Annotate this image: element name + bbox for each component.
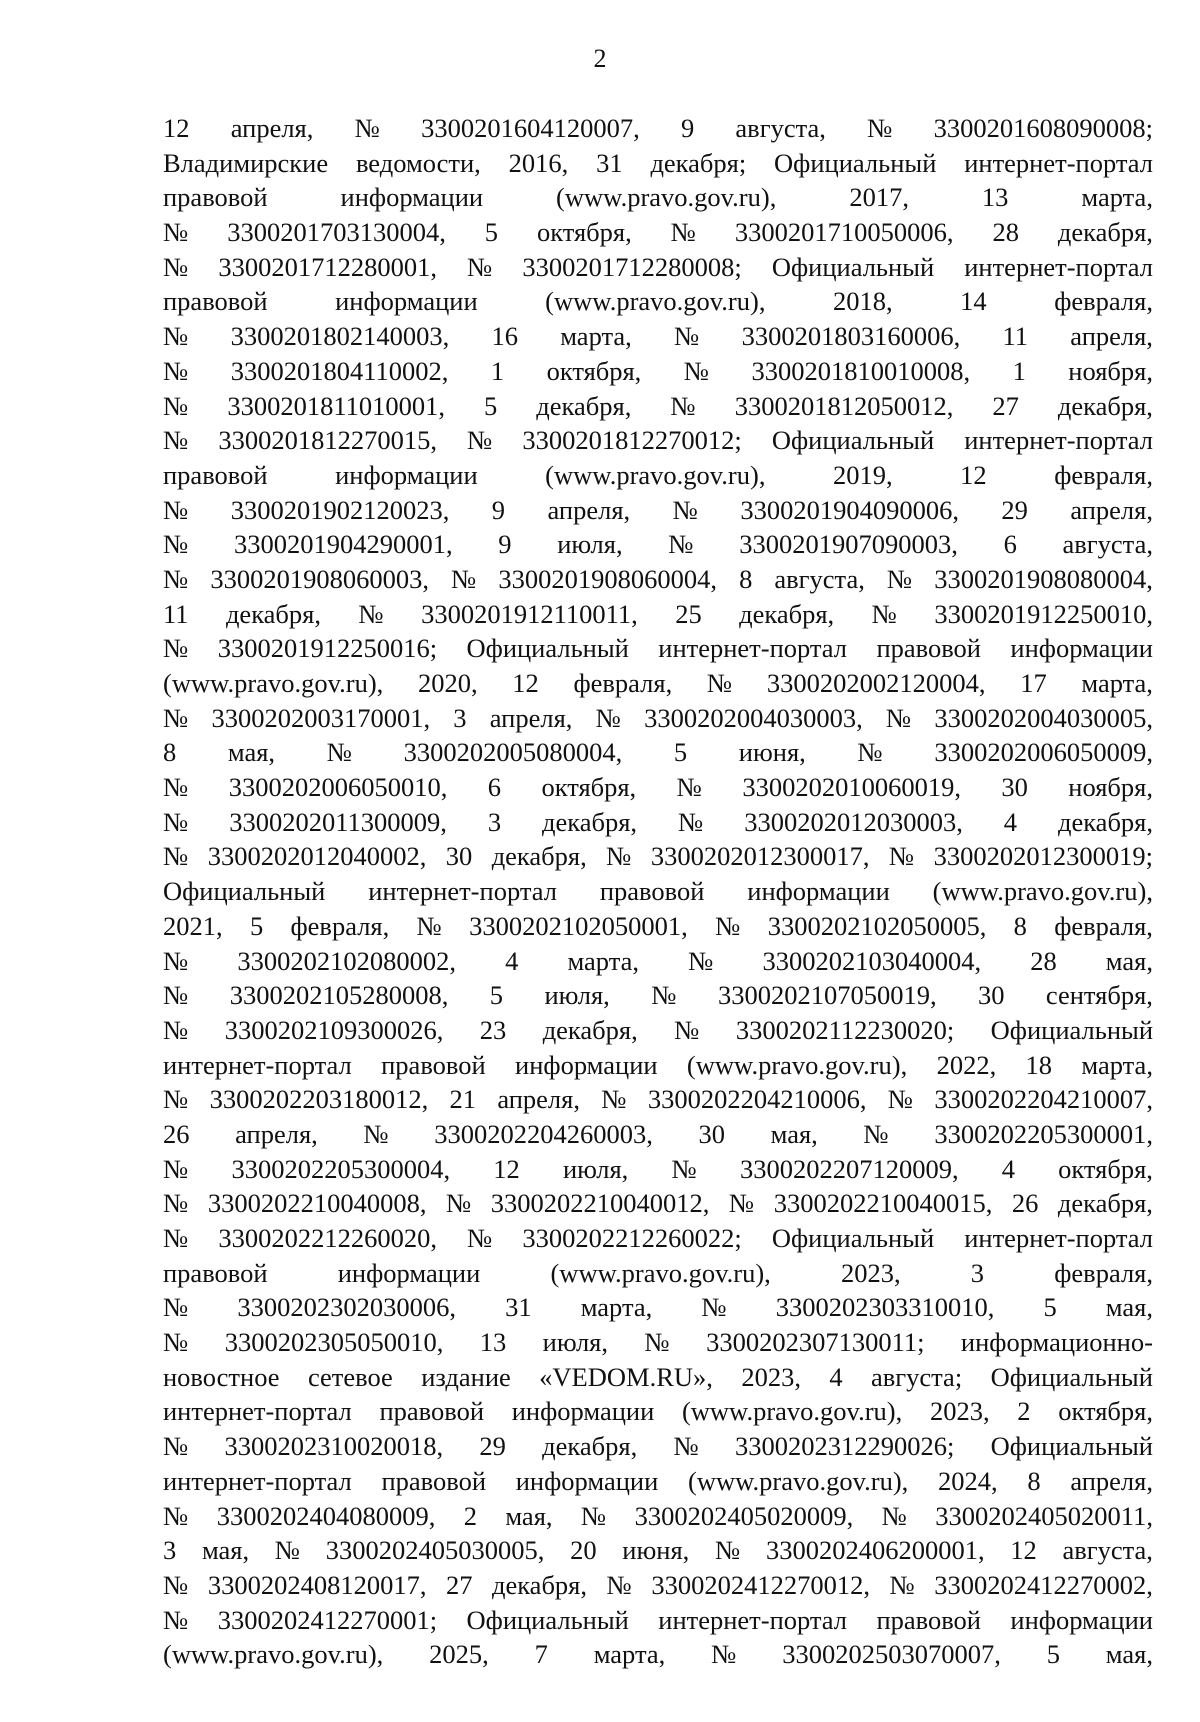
text-line: № 3300202404080009, 2 мая, № 3300202405020009, № 3300202405020011, <box>163 1500 1153 1531</box>
text-line: № 3300201703130004, 5 октября, № 3300201710050006, 28 декабря, <box>163 217 1153 248</box>
text-line: № 3300201804110002, 1 октября, № 3300201810010008, 1 ноября, <box>163 355 1153 386</box>
text-line: № 3300202210040008, № 3300202210040012, № 3300202210040015, 26 декабря, <box>163 1188 1153 1219</box>
text-line: № 3300201912250016; Официальный интернет-портал правовой информации <box>163 633 1153 664</box>
text-line: Владимирские ведомости, 2016, 31 декабря; Официальный интернет-портал <box>163 147 1153 178</box>
text-line: № 3300202102080002, 4 марта, № 3300202103040004, 28 мая, <box>163 945 1153 976</box>
text-line: № 3300202408120017, 27 декабря, № 3300202412270012, № 3300202412270002, <box>163 1569 1153 1600</box>
text-line: № 3300202109300026, 23 декабря, № 3300202112230020; Официальный <box>163 1014 1153 1045</box>
text-line: № 3300201902120023, 9 апреля, № 3300201904090006, 29 апреля, <box>163 494 1153 525</box>
page-number: 2 <box>593 44 607 73</box>
text-line: 8 мая, № 3300202005080004, 5 июня, № 3300202006050009, <box>163 737 1153 768</box>
text-line: № 3300202302030006, 31 марта, № 3300202303310010, 5 мая, <box>163 1292 1153 1323</box>
text-line: правовой информации (www.pravo.gov.ru), 2017, 13 марта, <box>163 182 1153 213</box>
text-line: правовой информации (www.pravo.gov.ru), 2018, 14 февраля, <box>163 286 1153 317</box>
text-line: № 3300202305050010, 13 июля, № 3300202307130011; информационно- <box>163 1327 1153 1358</box>
text-line: 11 декабря, № 3300201912110011, 25 декабря, № 3300201912250010, <box>163 598 1153 629</box>
text-line: 26 апреля, № 3300202204260003, 30 мая, № 3300202205300001, <box>163 1118 1153 1149</box>
text-line: № 3300202412270001; Официальный интернет-портал правовой информации <box>163 1604 1153 1635</box>
text-line: № 3300202012040002, 30 декабря, № 3300202012300017, № 3300202012300019; <box>163 841 1153 872</box>
text-line: Официальный интернет-портал правовой информации (www.pravo.gov.ru), <box>163 876 1153 907</box>
text-line: № 3300202203180012, 21 апреля, № 3300202204210006, № 3300202204210007, <box>163 1084 1153 1115</box>
text-line: интернет-портал правовой информации (www.pravo.gov.ru), 2022, 18 марта, <box>163 1049 1153 1080</box>
text-line: № 3300202212260020, № 3300202212260022; Официальный интернет-портал <box>163 1223 1153 1253</box>
text-line: № 3300201908060003, № 3300201908060004, 8 августа, № 3300201908080004, <box>163 563 1153 594</box>
text-line: правовой информации (www.pravo.gov.ru), 2023, 3 февраля, <box>163 1257 1153 1288</box>
text-line: 2021, 5 февраля, № 3300202102050001, № 3300202102050005, 8 февраля, <box>163 910 1153 941</box>
text-line: № 3300201904290001, 9 июля, № 3300201907090003, 6 августа, <box>163 529 1153 560</box>
text-line: № 3300202105280008, 5 июля, № 3300202107050019, 30 сентября, <box>163 980 1153 1011</box>
text-line: (www.pravo.gov.ru), 2020, 12 февраля, № 3300202002120004, 17 марта, <box>163 668 1153 698</box>
body-text <box>163 111 1153 1672</box>
text-line: № 3300201712280001, № 3300201712280008; Официальный интернет-портал <box>163 251 1153 282</box>
text-line: № 3300202011300009, 3 декабря, № 3300202012030003, 4 декабря, <box>163 806 1153 837</box>
text-line: интернет-портал правовой информации (www.pravo.gov.ru), 2024, 8 апреля, <box>163 1465 1153 1496</box>
text-line: интернет-портал правовой информации (www.pravo.gov.ru), 2023, 2 октября, <box>163 1396 1153 1427</box>
text-line: (www.pravo.gov.ru), 2025, 7 марта, № 3300202503070007, 5 мая, <box>163 1639 1153 1670</box>
text-line: № 3300202310020018, 29 декабря, № 3300202312290026; Официальный <box>163 1431 1153 1462</box>
text-line: новостное сетевое издание «VEDOM.RU», 2023, 4 августа; Официальный <box>163 1361 1153 1392</box>
text-line: 3 мая, № 3300202405030005, 20 июня, № 3300202406200001, 12 августа, <box>163 1535 1153 1566</box>
text-line: № 3300202006050010, 6 октября, № 3300202010060019, 30 ноября, <box>163 772 1153 803</box>
text-line: 12 апреля, № 3300201604120007, 9 августа, № 3300201608090008; <box>163 113 1153 143</box>
text-line: правовой информации (www.pravo.gov.ru), 2019, 12 февраля, <box>163 459 1153 490</box>
text-line: № 3300202205300004, 12 июля, № 3300202207120009, 4 октября, <box>163 1153 1153 1184</box>
text-line: № 3300201811010001, 5 декабря, № 3300201812050012, 27 декабря, <box>163 390 1153 421</box>
text-line: № 3300202003170001, 3 апреля, № 3300202004030003, № 3300202004030005, <box>163 702 1153 733</box>
text-line: № 3300201802140003, 16 марта, № 3300201803160006, 11 апреля, <box>163 321 1153 352</box>
text-line: № 3300201812270015, № 3300201812270012; Официальный интернет-портал <box>163 425 1153 456</box>
